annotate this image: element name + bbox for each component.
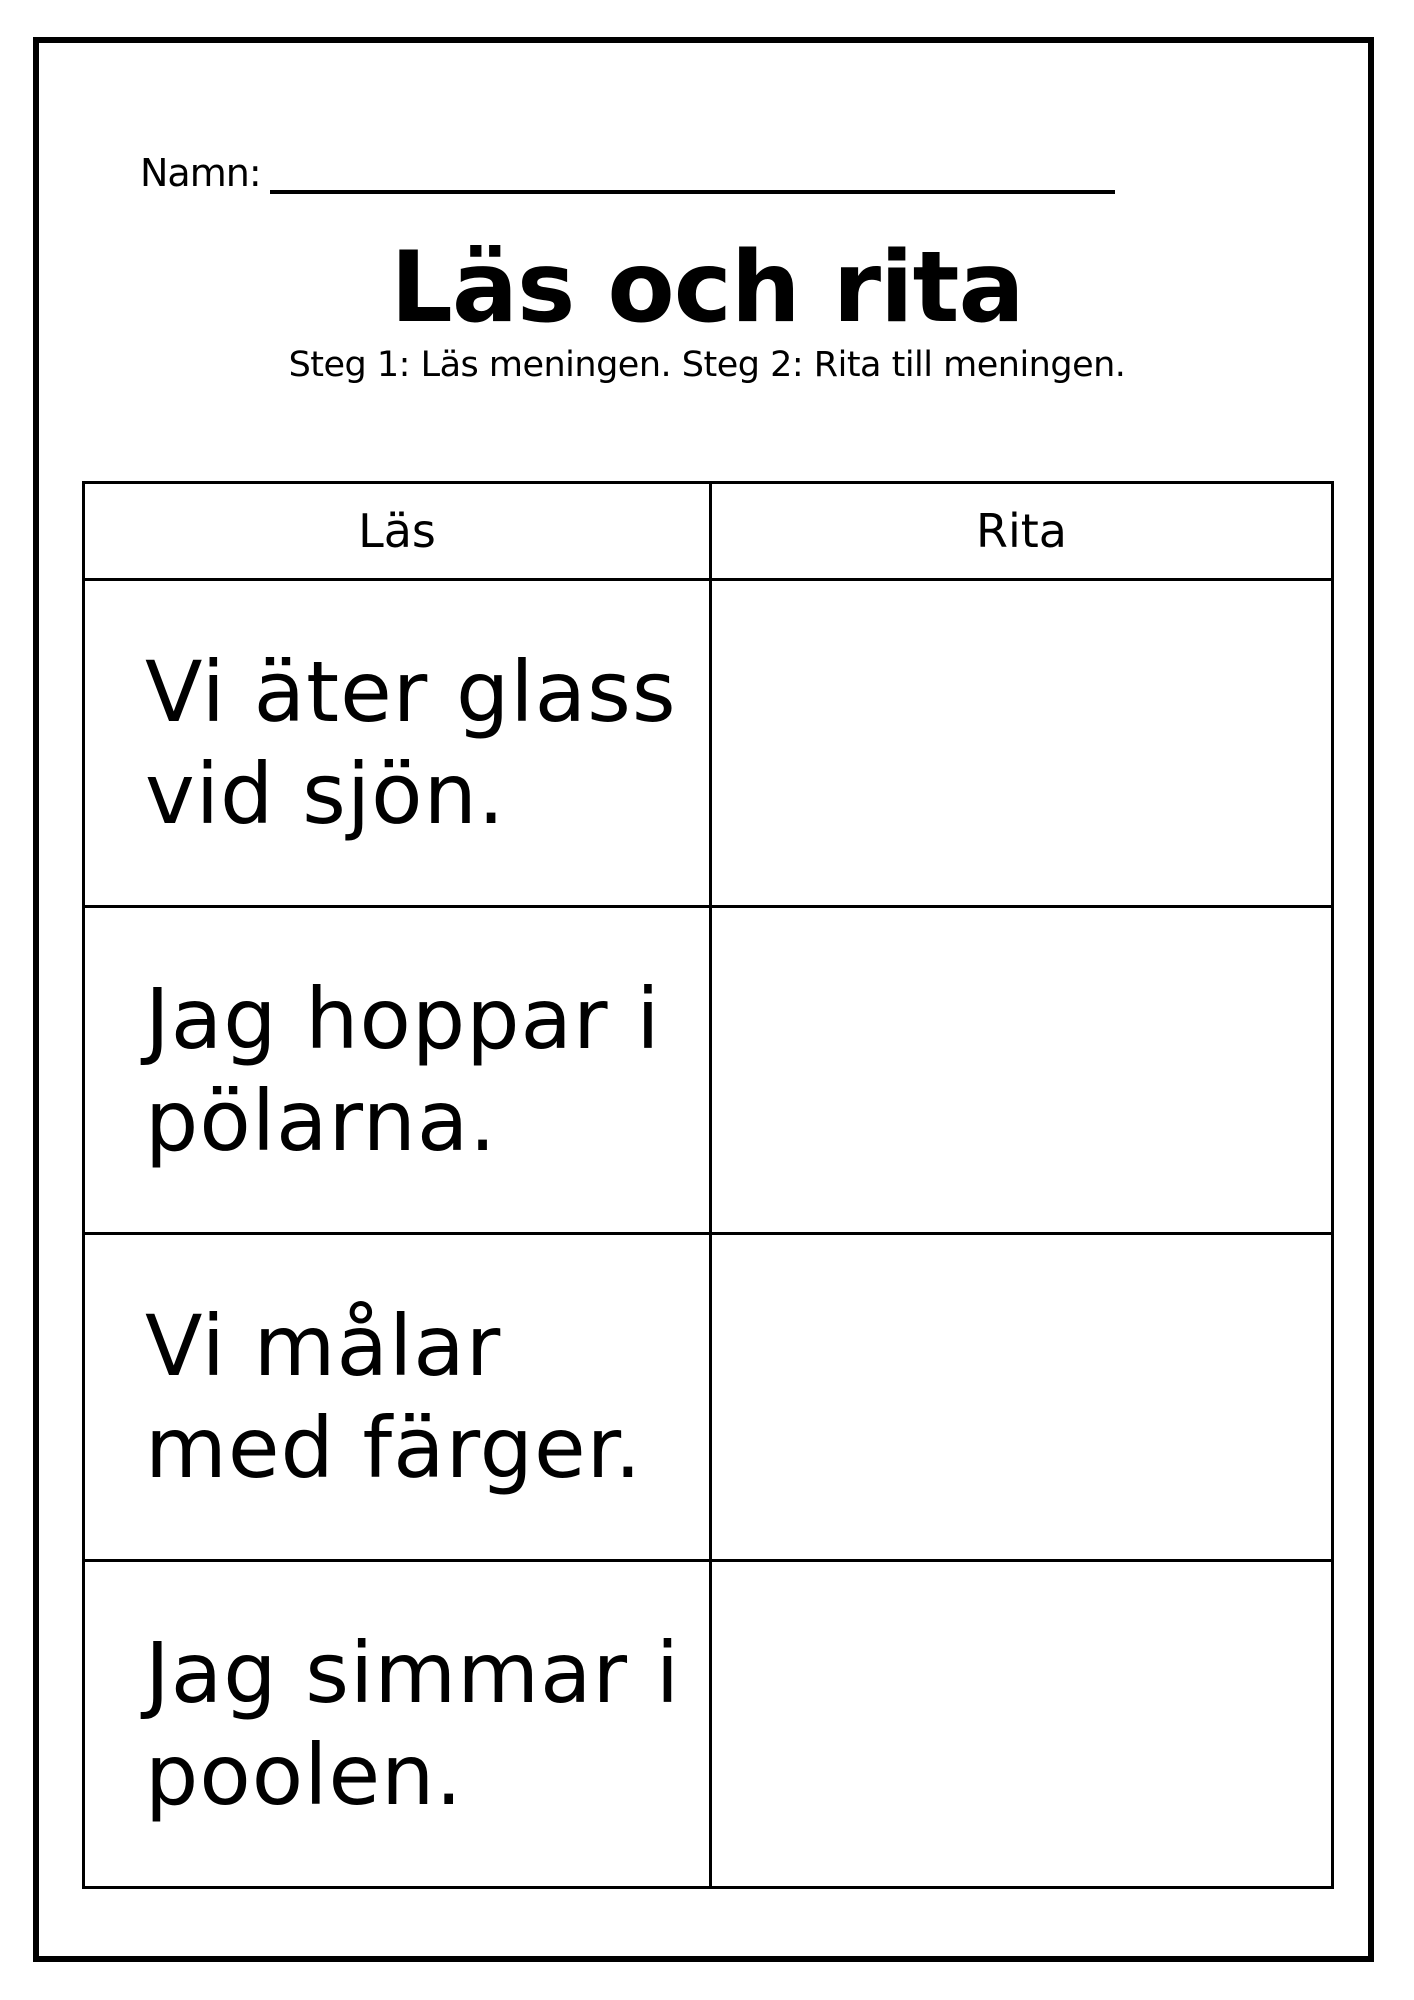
- draw-cell[interactable]: [711, 907, 1333, 1234]
- table-header-row: [84, 483, 1333, 580]
- sentence-text: Vi äter glass vid sjön.: [145, 643, 677, 843]
- table-row: [84, 907, 1333, 1234]
- worksheet-instructions: Steg 1: Läs meningen. Steg 2: Rita till meningen.: [288, 345, 1126, 385]
- read-cell: [84, 580, 711, 907]
- table-row: [84, 1561, 1333, 1888]
- sentence-text: Vi målar med färger.: [145, 1297, 643, 1497]
- read-draw-table: [82, 481, 1334, 1889]
- column-header-read: Läs: [84, 483, 711, 580]
- read-cell: [84, 1561, 711, 1888]
- name-row: [140, 148, 1120, 198]
- worksheet-title: Läs och rita: [390, 231, 1024, 345]
- column-header-draw: Rita: [711, 483, 1333, 580]
- table-row: [84, 580, 1333, 907]
- draw-cell[interactable]: [711, 580, 1333, 907]
- draw-cell[interactable]: [711, 1234, 1333, 1561]
- read-cell: [84, 907, 711, 1234]
- sentence-text: Jag hoppar i pölarna.: [145, 970, 661, 1170]
- read-cell: [84, 1234, 711, 1561]
- name-label: Namn:: [140, 151, 261, 195]
- draw-cell[interactable]: [711, 1561, 1333, 1888]
- table-row: [84, 1234, 1333, 1561]
- name-write-line[interactable]: [270, 190, 1115, 194]
- sentence-text: Jag simmar i poolen.: [145, 1624, 681, 1824]
